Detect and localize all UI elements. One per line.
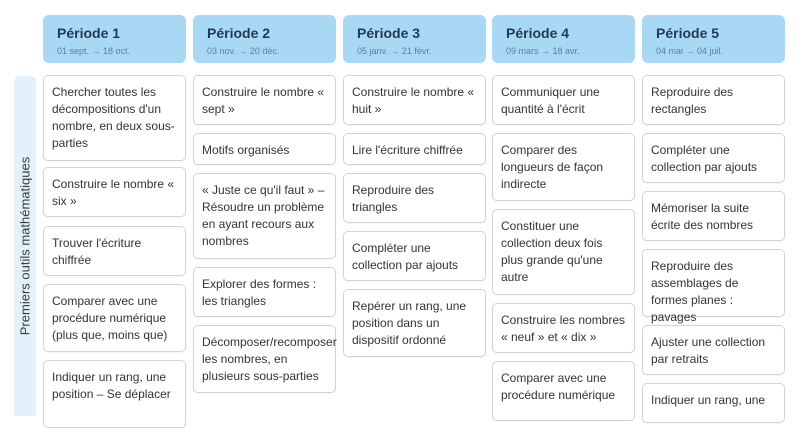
activity-card[interactable]	[492, 75, 635, 125]
activity-label: Repérer un rang, une position dans un dispositif ordonné	[352, 299, 467, 347]
activity-card[interactable]	[43, 75, 186, 161]
activity-card[interactable]	[492, 209, 635, 295]
activity-card[interactable]	[343, 173, 486, 223]
activity-label: Construire les nombres « neuf » et « dix »	[501, 313, 626, 344]
period-dates: 01 sept. → 18 oct.	[57, 46, 131, 56]
domain-side-label-text: Premiers outils mathématiques	[17, 156, 33, 336]
activity-card[interactable]	[642, 249, 785, 324]
activity-card[interactable]	[43, 167, 186, 217]
activity-label: Comparer avec une procédure numérique (plus que, moins que)	[52, 294, 168, 342]
activity-card[interactable]	[193, 267, 336, 317]
activity-label: Trouver l'écriture chiffrée	[52, 236, 142, 267]
period-title: Période 5	[656, 25, 720, 41]
activity-card[interactable]	[492, 303, 635, 353]
domain-side-label	[14, 76, 36, 416]
activity-card[interactable]	[343, 231, 486, 281]
activity-card[interactable]	[193, 133, 336, 165]
activity-card[interactable]	[492, 133, 635, 201]
activity-card[interactable]	[193, 325, 336, 393]
activity-label: Compléter une collection par ajouts	[651, 143, 758, 174]
period-title: Période 4	[506, 25, 570, 41]
activity-card[interactable]	[642, 75, 785, 125]
activity-label: Indiquer un rang, une position – Se déplacer	[52, 370, 171, 401]
activity-card[interactable]	[343, 75, 486, 125]
period-title: Période 2	[207, 25, 271, 41]
activity-label: Indiquer un rang, une	[651, 393, 766, 407]
activity-label: Reproduire des rectangles	[651, 85, 734, 116]
activity-label: Comparer des longueurs de façon indirecte	[501, 143, 604, 191]
activity-card[interactable]	[193, 75, 336, 125]
activity-card[interactable]	[642, 325, 785, 375]
period-column-3	[343, 15, 486, 347]
activity-label: Construire le nombre « six »	[52, 177, 175, 208]
activity-card[interactable]	[193, 173, 336, 259]
activity-card[interactable]	[343, 133, 486, 165]
period-header-1[interactable]	[43, 15, 186, 63]
activity-card[interactable]	[492, 361, 635, 421]
activity-card[interactable]	[43, 226, 186, 276]
period-column-4	[492, 15, 635, 402]
activity-label: Explorer des formes : les triangles	[202, 277, 317, 308]
activity-card[interactable]	[642, 383, 785, 423]
activity-label: Comparer avec une procédure numérique	[501, 371, 616, 402]
activity-label: Constituer une collection deux fois plus grande qu'une autre	[501, 219, 603, 284]
period-dates: 03 nov. → 20 déc.	[207, 46, 280, 56]
activity-label: Mémoriser la suite écrite des nombres	[651, 201, 754, 232]
activity-label: Chercher toutes les décompositions d'un nombre, en deux sous-parties	[52, 85, 175, 150]
period-header-3[interactable]	[343, 15, 486, 63]
activity-label: Motifs organisés	[202, 143, 290, 157]
activity-label: Décomposer/recomposer les nombres, en plusieurs sous-parties	[202, 335, 337, 383]
activity-label: Construire le nombre « sept »	[202, 85, 325, 116]
activity-label: « Juste ce qu'il faut » – Résoudre un problème en ayant recours aux nombres	[202, 183, 325, 248]
period-header-4[interactable]	[492, 15, 635, 63]
period-header-5[interactable]	[642, 15, 785, 63]
period-dates: 09 mars → 18 avr.	[506, 46, 580, 56]
activity-card[interactable]	[343, 289, 486, 357]
period-title: Période 1	[57, 25, 121, 41]
activity-label: Compléter une collection par ajouts	[352, 241, 459, 272]
activity-card[interactable]	[43, 284, 186, 352]
period-dates: 04 mai → 04 juil.	[656, 46, 724, 56]
activity-card[interactable]	[43, 360, 186, 428]
period-header-2[interactable]	[193, 15, 336, 63]
activity-card[interactable]	[642, 133, 785, 183]
period-dates: 05 janv. → 21 févr.	[357, 46, 432, 56]
activity-label: Lire l'écriture chiffrée	[352, 143, 463, 157]
activity-label: Reproduire des assemblages de formes planes : pavages	[651, 259, 739, 324]
activity-label: Communiquer une quantité à l'écrit	[501, 85, 600, 116]
period-title: Période 3	[357, 25, 421, 41]
activity-label: Construire le nombre « huit »	[352, 85, 475, 116]
activity-label: Ajuster une collection par retraits	[651, 335, 766, 366]
period-column-1	[43, 15, 186, 401]
period-column-5	[642, 15, 785, 407]
activity-label: Reproduire des triangles	[352, 183, 435, 214]
period-column-2	[193, 15, 337, 383]
activity-card[interactable]	[642, 191, 785, 241]
